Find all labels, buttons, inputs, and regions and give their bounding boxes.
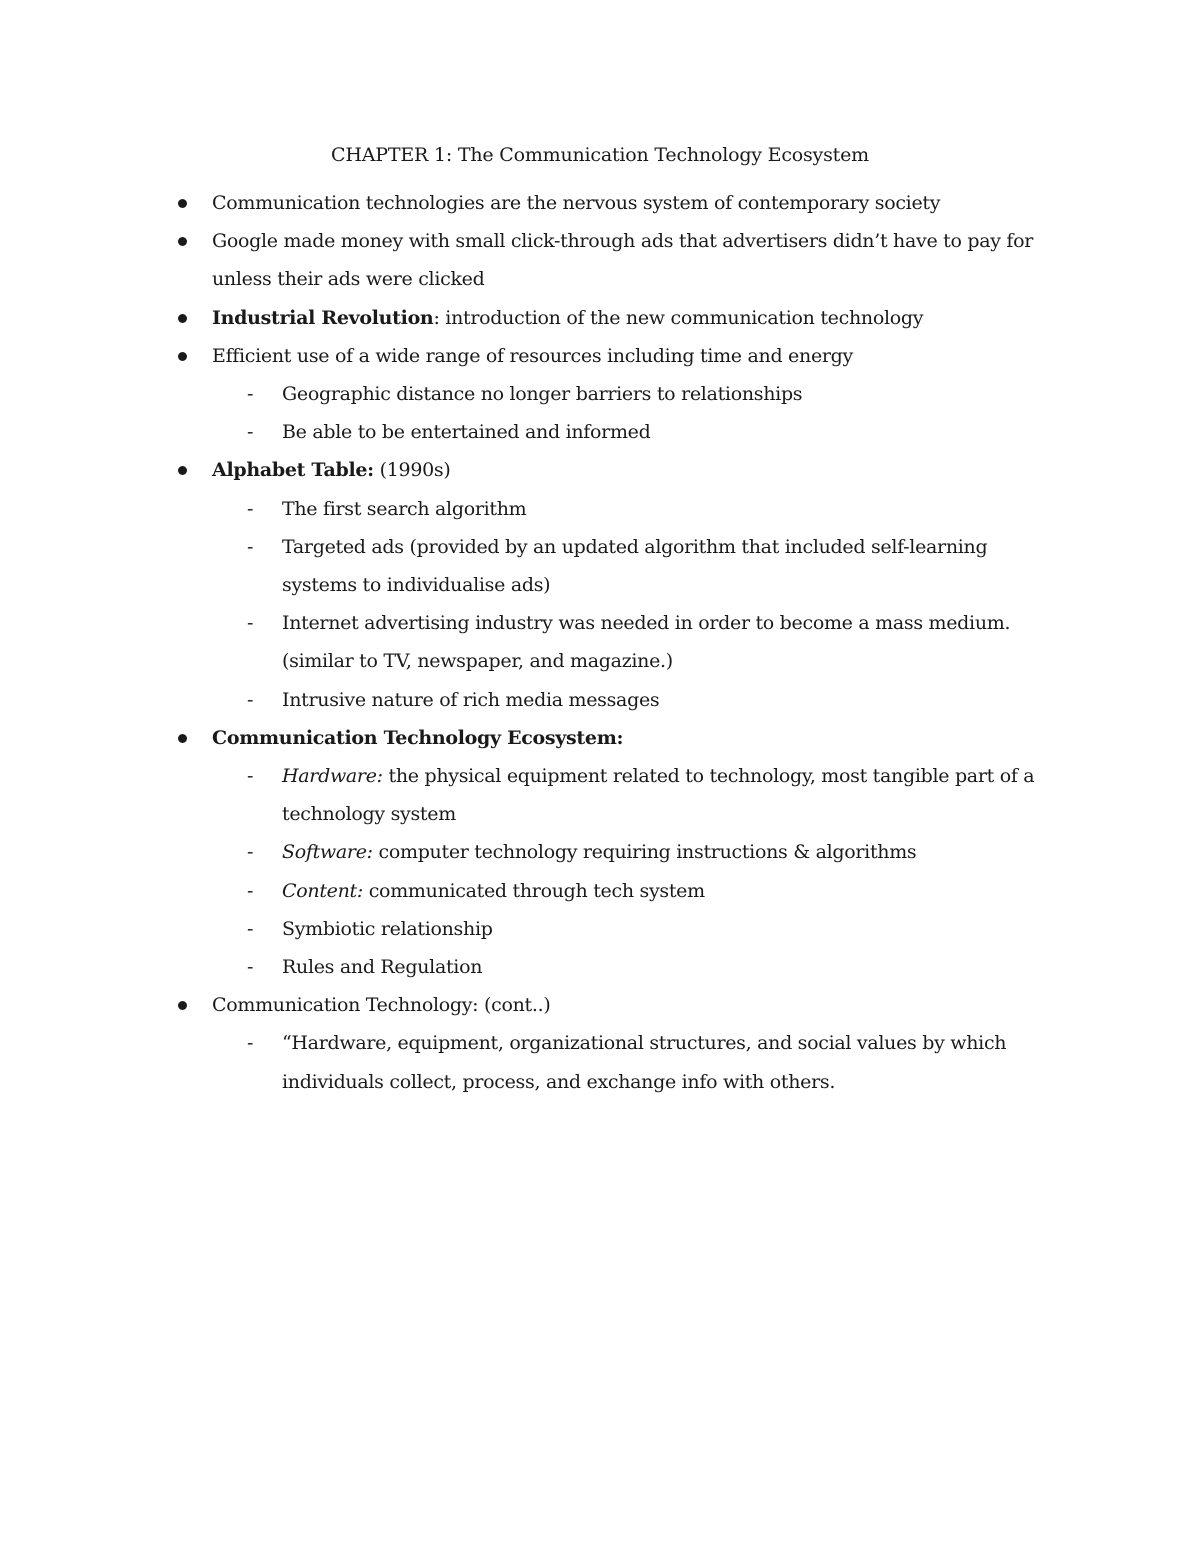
item-text: the physical equipment related to technology, most tangible part of a technology system xyxy=(282,765,1035,826)
dash-marker: - xyxy=(247,535,254,558)
italic-term: Software: xyxy=(282,841,373,864)
item-text: Symbiotic relationship xyxy=(282,917,493,940)
bold-term: Alphabet Table: xyxy=(212,459,374,482)
term-separator: : xyxy=(433,306,446,329)
dash-marker: - xyxy=(247,612,254,635)
item-text: Google made money with small click-through ads that advertisers didn’t have to pay for unless their ads were clicked xyxy=(212,230,1034,291)
sub-item xyxy=(0,910,1062,948)
bullet-dot-icon xyxy=(178,237,187,246)
item-text: Efficient use of a wide range of resources including time and energy xyxy=(212,344,853,367)
bullet-item xyxy=(0,222,1062,298)
dash-marker: - xyxy=(247,879,254,902)
bullet-item xyxy=(0,184,1062,222)
dash-marker: - xyxy=(247,1032,254,1055)
item-text: Communication technologies are the nervous system of contemporary society xyxy=(212,192,941,214)
item-text: The first search algorithm xyxy=(282,497,527,520)
item-text: Rules and Regulation xyxy=(282,956,483,979)
bullet-dot-icon xyxy=(178,199,187,208)
sub-item xyxy=(0,681,1062,719)
dash-marker: - xyxy=(247,765,254,788)
bullet-item xyxy=(0,451,1062,489)
dash-marker: - xyxy=(247,956,254,979)
item-text: introduction of the new communication technology xyxy=(445,306,924,329)
dash-marker: - xyxy=(247,383,254,406)
item-text: computer technology requiring instructions & algorithms xyxy=(378,841,917,864)
item-text: Communication Technology: (cont..) xyxy=(212,994,551,1017)
bullet-dot-icon xyxy=(178,1001,187,1010)
bullet-dot-icon xyxy=(178,734,187,743)
bullet-dot-icon xyxy=(178,466,187,475)
italic-term: Content: xyxy=(282,879,363,902)
item-text: communicated through tech system xyxy=(368,879,705,902)
sub-item xyxy=(0,490,1062,528)
sub-item xyxy=(0,413,1062,451)
sub-item xyxy=(0,948,1062,986)
dash-marker: - xyxy=(247,421,254,444)
item-text: “Hardware, equipment, organizational structures, and social values by which individuals collect, process, and exchange info with others. xyxy=(282,1032,1007,1093)
notes-list xyxy=(0,184,1200,1101)
bullet-dot-icon xyxy=(178,314,187,323)
item-text: Internet advertising industry was needed in order to become a mass medium. (similar to TV, newspaper, and magazine.) xyxy=(282,612,1011,673)
italic-term: Hardware: xyxy=(282,765,383,788)
item-text: (1990s) xyxy=(379,459,451,482)
dash-marker: - xyxy=(247,688,254,711)
sub-item xyxy=(0,375,1062,413)
item-text: Geographic distance no longer barriers to relationships xyxy=(282,383,803,406)
item-text: Targeted ads (provided by an updated algorithm that included self-learning systems to individualise ads) xyxy=(282,535,988,597)
bullet-item xyxy=(0,299,1062,337)
sub-item xyxy=(0,757,1062,833)
bold-term: Communication Technology Ecosystem: xyxy=(212,726,624,749)
chapter-title: CHAPTER 1: The Communication Technology Ecosystem xyxy=(331,144,869,166)
bullet-item xyxy=(0,719,1062,757)
sub-item xyxy=(0,528,1062,604)
item-text: Intrusive nature of rich media messages xyxy=(282,688,660,711)
bold-term: Industrial Revolution xyxy=(212,306,434,329)
sub-item xyxy=(0,1024,1062,1100)
bullet-item xyxy=(0,986,1062,1024)
sub-item xyxy=(0,604,1062,680)
dash-marker: - xyxy=(247,841,254,864)
item-text: Be able to be entertained and informed xyxy=(282,421,651,444)
dash-marker: - xyxy=(247,917,254,940)
sub-item xyxy=(0,833,1062,871)
bullet-item xyxy=(0,337,1062,375)
dash-marker: - xyxy=(247,497,254,520)
sub-item xyxy=(0,872,1062,910)
bullet-dot-icon xyxy=(178,352,187,361)
